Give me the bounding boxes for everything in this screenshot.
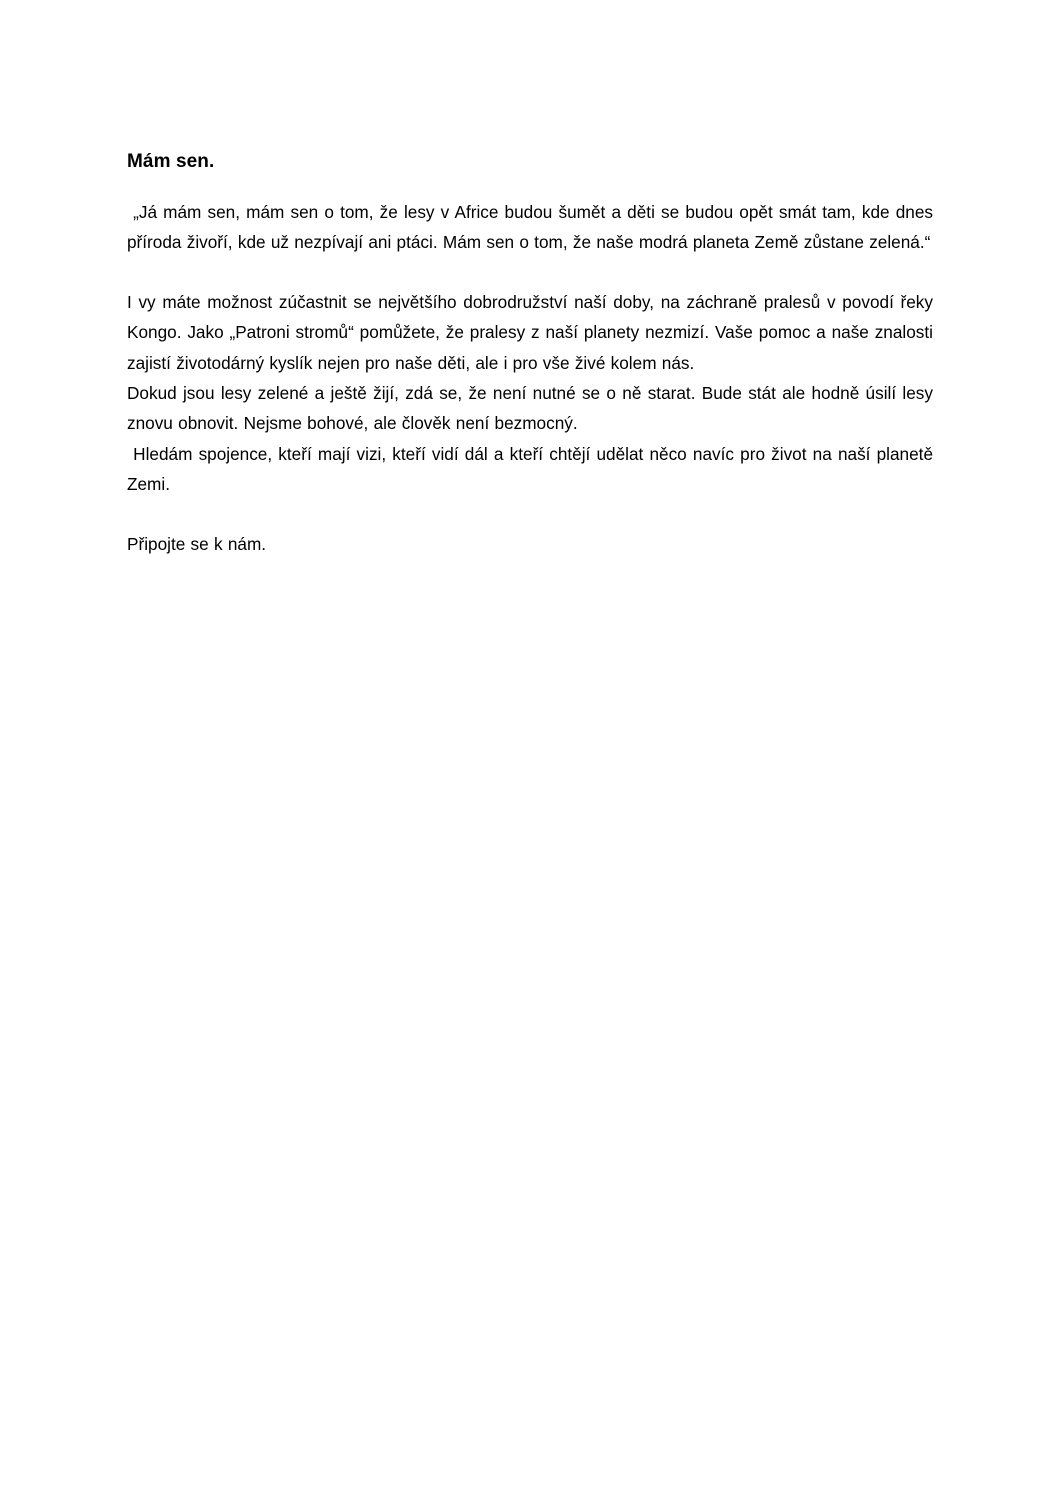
allies-paragraph: Hledám spojence, kteří mají vizi, kteří vidí dál a kteří chtějí udělat něco navíc pro život na naší planetě Zemi. [127,443,939,495]
document-body [127,148,939,559]
invitation-paragraph: I vy máte možnost zúčastnit se největšího dobrodružství naší doby, na záchraně pralesů v povodí řeky Kongo. Jako „Patroni stromů“ pomůžete, že pralesy z naší planety nezmizí. Vaše pomoc a naše znalosti zajistí životodárný kyslík nejen pro naše děti, ale i pro vše živé kolem nás. [127,291,933,373]
document-title: Mám sen. [127,151,215,172]
quote-paragraph: „Já mám sen, mám sen o tom, že lesy v Africe budou šumět a děti se budou opět smát tam, kde dnes příroda živoří, kde už nezpívají ani ptáci. Mám sen o tom, že naše modrá planeta Země zůstane zelená.“ [127,202,939,253]
forest-paragraph: Dokud jsou lesy zelené a ještě žijí, zdá se, že není nutné se o ně starat. Bude stát ale hodně úsilí lesy znovu obnovit. Nejsme bohové, ale člověk není bezmocný. [127,383,933,434]
join-us-paragraph: Připojte se k nám. [127,533,267,554]
